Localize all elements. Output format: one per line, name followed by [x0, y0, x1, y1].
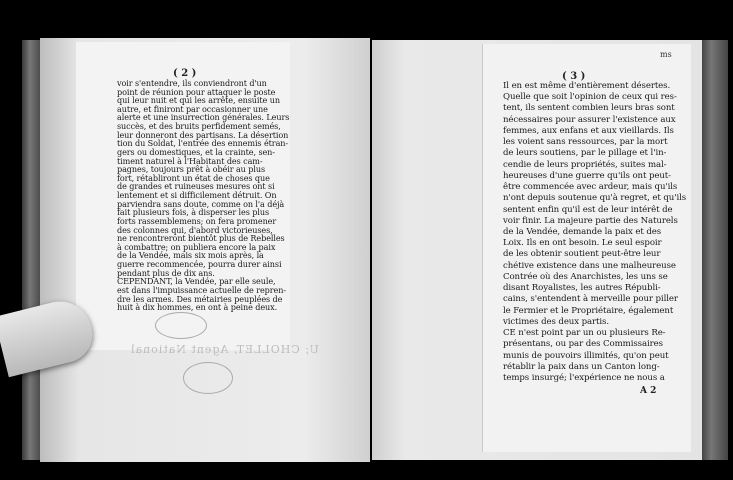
text-line: est dans l'impuissance actuelle de repren- — [117, 284, 286, 295]
text-line: leur donneront des partisans. La désertion — [117, 129, 289, 140]
left-page-edges — [22, 40, 42, 460]
right-page-edges — [700, 40, 728, 460]
text-line: munis de pouvoirs illimités, qu'on peut — [503, 350, 669, 361]
corner-mark: ms — [660, 50, 672, 59]
text-line: heureuses d'une guerre qu'ils ont peut- — [503, 170, 671, 181]
text-line: gers ou domestiques, et la crainte, sen- — [117, 146, 275, 157]
text-line: disant Royalistes, les autres Républi- — [503, 283, 661, 294]
text-line: de la Vendée, demande la paix et des — [503, 226, 662, 237]
text-line: dre les armes. Des métairies peuplées de — [117, 293, 283, 304]
text-line: sentent enfin qu'il est de leur intérêt de — [503, 204, 673, 215]
text-line: pendant plus de dix ans. — [117, 267, 215, 278]
text-line: femmes, aux enfans et aux vieillards. Ils — [503, 125, 674, 136]
text-line: le Fermier et le Propriétaire, également — [503, 305, 674, 316]
text-line: de leurs soutiens, par le pillage et l'in- — [503, 148, 667, 159]
text-line: de la Vendée, mais six mois après, la — [117, 250, 264, 261]
text-line: victimes des deux partis. — [503, 316, 610, 327]
text-line: parviendra sans doute, comme on l'a déjà — [117, 198, 285, 209]
text-line: lentement et si difficilement détruit. On — [117, 190, 277, 201]
text-line: voir s'entendre, ils conviendront d'un — [117, 78, 267, 88]
signature-mark: A 2 — [640, 386, 657, 396]
text-line: tent, ils sentent combien leurs bras sont — [503, 103, 675, 114]
text-line: succès, et des bruits perfidement semés, — [117, 121, 281, 132]
text-line: de grandes et ruineuses mesures ont si — [117, 181, 275, 192]
text-line: cains, s'entendent à merveille pour piller — [503, 294, 678, 305]
text-line: ne rencontreront bientôt plus de Rebelles — [117, 233, 285, 244]
text-line: huit à dix hommes, en ont à peine deux. — [117, 302, 278, 313]
text-line: tion du Soldat, l'entrée des ennemis étran- — [117, 138, 289, 149]
text-line: Il en est même d'entièrement désertes. — [503, 81, 671, 91]
text-line: pagnes, toujours prêt à obéir au plus — [117, 164, 266, 175]
text-line: chétive existence dans une malheureuse — [503, 260, 676, 271]
library-stamp-ghost — [155, 312, 207, 339]
library-stamp — [183, 362, 233, 394]
text-line: voir finir. La majeure partie des Naturels — [503, 215, 678, 226]
text-line: CEPENDANT, la Vendée, par elle seule, — [117, 276, 276, 287]
page-number-left: ( 2 ) — [173, 68, 197, 79]
text-line: fait plusieurs fois, à disperser les plus — [117, 207, 270, 218]
page-number-right: ( 3 ) — [562, 71, 586, 82]
text-line: Quelle que soit l'opinion de ceux qui res- — [503, 92, 677, 103]
text-line: temps insurgé; l'expérience ne nous a — [503, 372, 665, 383]
text-line: CE n'est point par un ou plusieurs Re- — [503, 328, 666, 339]
text-line: guerre recommencée, pourra durer ainsi — [117, 259, 282, 270]
text-line: n'ont depuis soutenue qu'à regret, et qu'ils — [503, 193, 687, 204]
text-line: Contrée où des Anarchistes, les uns se — [503, 271, 668, 282]
text-line: présentans, ou par des Commissaires — [503, 339, 663, 350]
text-line: fort, rétabliront un état de choses que — [117, 172, 270, 183]
text-line: qui leur nuit et qui les arrête, ensuite un — [117, 95, 280, 106]
text-line: rétablir la paix dans un Canton long- — [503, 361, 660, 372]
text-line: cendie de leurs propriétés, suites mal- — [503, 159, 667, 170]
text-line: nécessaires pour assurer l'existence aux — [503, 114, 676, 125]
show-through-text: U; CHOLLET, Agent National — [130, 343, 319, 356]
text-line: timent naturel à l'Habitant des cam- — [117, 155, 263, 166]
text-line: être commencée avec ardeur, mais qu'ils — [503, 182, 678, 193]
text-line: Loix. Ils en ont besoin. Le seul espoir — [503, 238, 662, 249]
text-line: les voient sans ressources, par la mort — [503, 137, 668, 148]
text-line: alerte et une insurrection générales. Leurs — [117, 112, 290, 123]
text-line: point de réunion pour attaquer le poste — [117, 86, 276, 97]
text-line: autre, et finiront par occasionner une — [117, 103, 268, 114]
text-line: de les obtenir soutient peut-être leur — [503, 249, 661, 260]
text-line: forts rassemblemens; on fera promener — [117, 215, 277, 226]
text-line: des colonnes qui, d'abord victorieuses, — [117, 224, 273, 235]
text-line: à combattre; on publiera encore la paix — [117, 241, 276, 252]
